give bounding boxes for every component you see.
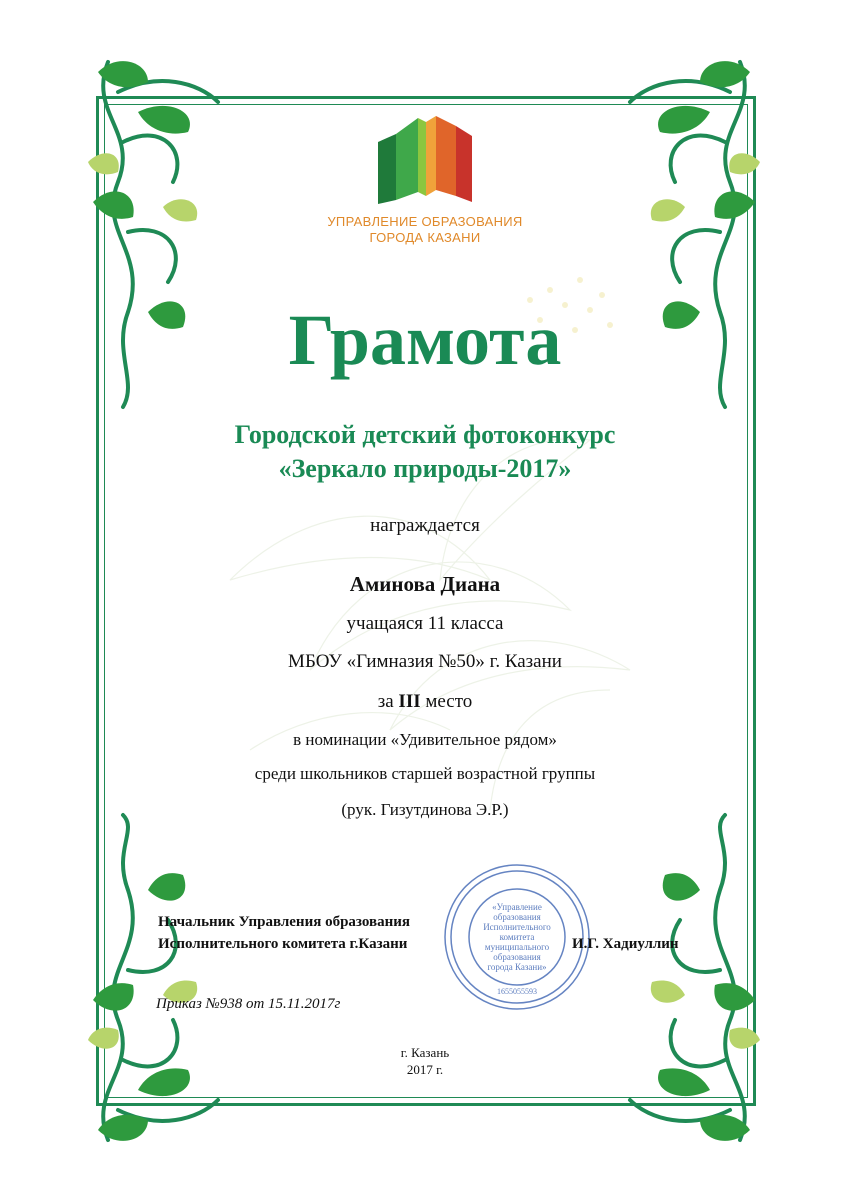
- official-stamp: [442, 862, 592, 1012]
- contest-name-line2: «Зеркало природы-2017»: [278, 454, 572, 483]
- organization-name-line1: УПРАВЛЕНИЕ ОБРАЗОВАНИЯ: [327, 214, 523, 229]
- stamp-text-line7: города Казани»: [487, 962, 547, 972]
- award-place-prefix: за: [377, 691, 399, 712]
- organization-name-line2: ГОРОДА КАЗАНИ: [369, 230, 481, 245]
- recipient-school: МБОУ «Гимназия №50» г. Казани: [288, 651, 562, 672]
- age-group-text: среди школьников старшей возрастной группы: [254, 764, 596, 783]
- awarded-text: награждается: [370, 515, 480, 536]
- nomination-text: в номинации «Удивительное рядом»: [293, 730, 557, 749]
- education-department-logo: [370, 112, 480, 204]
- stamp-text-line6: образования: [493, 952, 541, 962]
- award-place: [130, 690, 720, 714]
- recipient-grade: учащаяся 11 класса: [346, 613, 504, 634]
- signatory-name: И.Г. Хадиуллин: [572, 936, 679, 952]
- issue-year: 2017 г.: [406, 1062, 444, 1077]
- stamp-text-line1: «Управление: [492, 902, 542, 912]
- signatory-position-line2: Исполнительного комитета г.Казани: [158, 936, 408, 952]
- bottom-left-ornament: [78, 810, 228, 1150]
- contest-name-line1: Городской детский фотоконкурс: [234, 420, 616, 449]
- signatory-position-line1: Начальник Управления образования: [158, 914, 410, 930]
- award-place-number: III: [398, 691, 421, 712]
- bottom-right-ornament: [620, 810, 770, 1150]
- stamp-number: 1655055593: [497, 987, 537, 996]
- stamp-text-line4: комитета: [499, 932, 535, 942]
- recipient-name: Аминова Диана: [349, 572, 501, 596]
- issue-city: г. Казань: [400, 1045, 450, 1060]
- supervisor-text: (рук. Гизутдинова Э.Р.): [341, 800, 509, 819]
- stamp-text-line2: образования: [493, 912, 541, 922]
- stamp-text-line5: муниципального: [484, 942, 550, 952]
- certificate-title: Грамота: [288, 300, 562, 380]
- award-place-suffix: место: [420, 691, 473, 712]
- order-reference: Приказ №938 от 15.11.2017г: [156, 996, 341, 1012]
- stamp-text-line3: Исполнительного: [483, 922, 551, 932]
